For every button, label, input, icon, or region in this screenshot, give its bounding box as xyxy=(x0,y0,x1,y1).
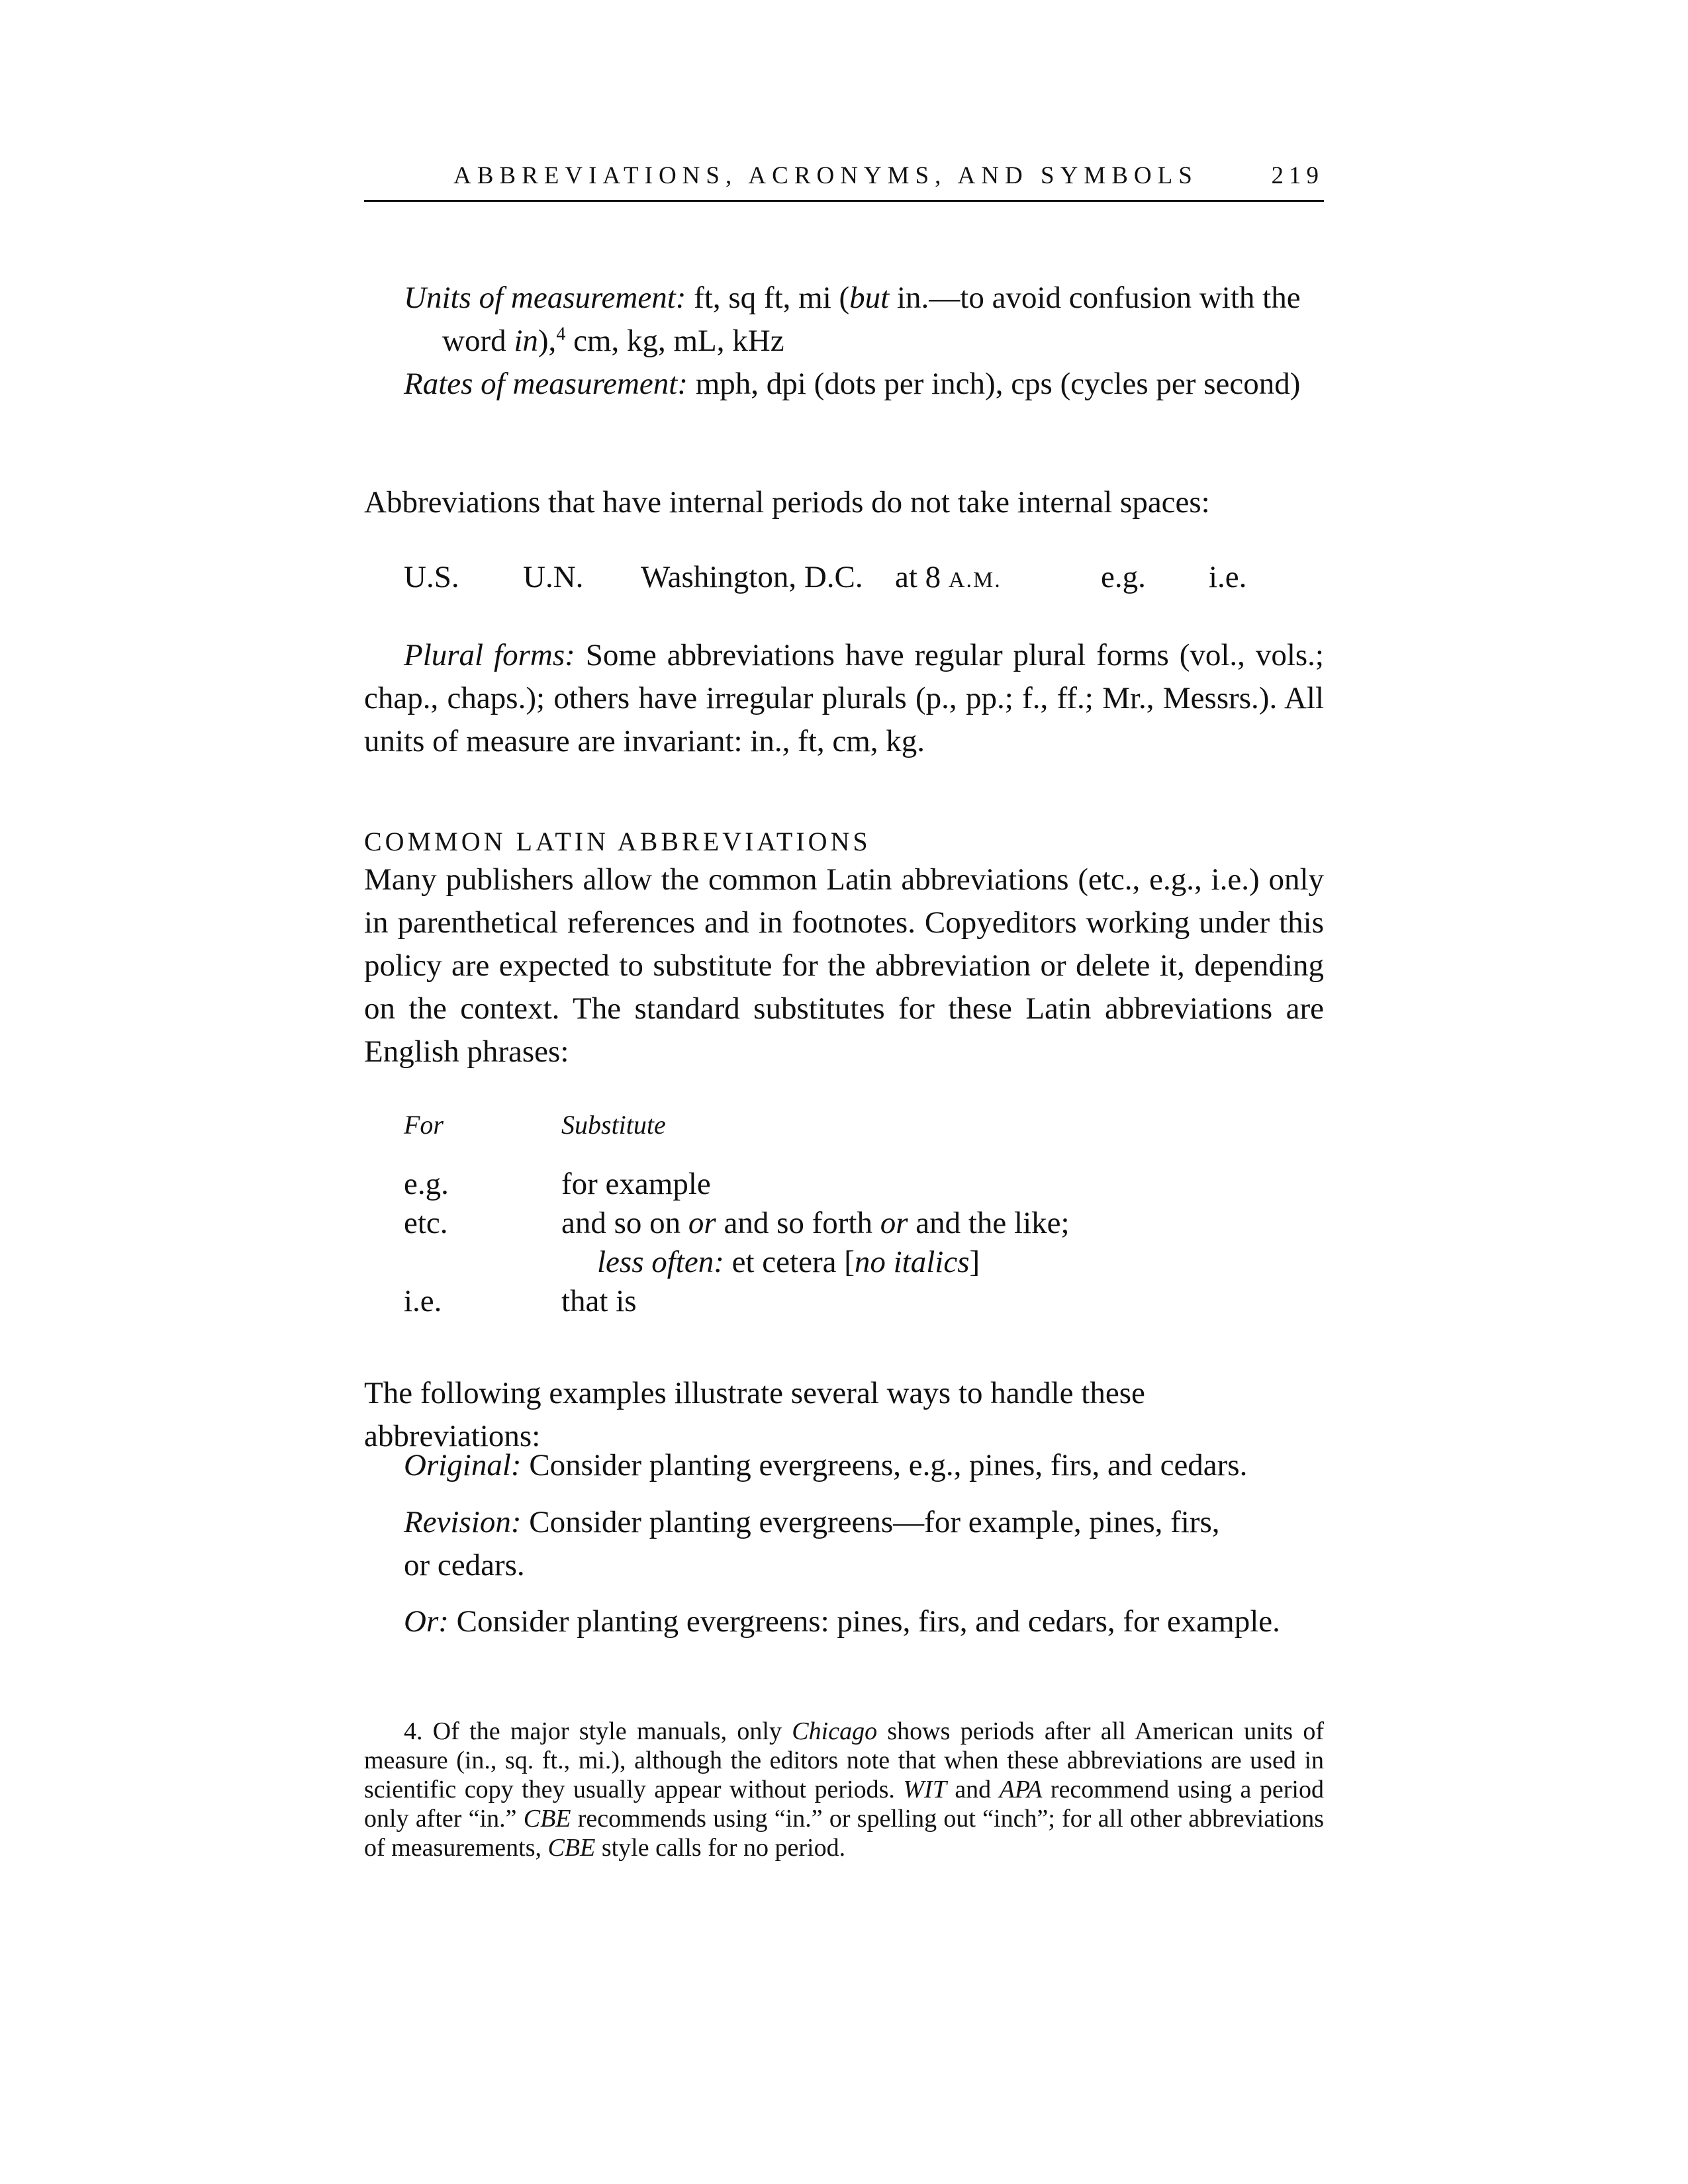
table-row-continuation xyxy=(404,1243,1324,1282)
entry-label: Rates of measurement: xyxy=(404,367,688,401)
emphasis: in xyxy=(514,324,538,358)
example-revision xyxy=(404,1501,1244,1587)
substitute-cell: that is xyxy=(561,1284,637,1318)
latin-abbreviations-paragraph: Many publishers allow the common Latin abbreviations (etc., e.g., i.e.) only in parenthetical references and in footnotes. Copyeditors working under this policy are expected to substitute for the abbreviation or delete it, depending on the context. The standard substitutes for these Latin abbreviations are English phrases: xyxy=(364,862,1324,1069)
example-text: Consider planting evergreens, e.g., pines, firs, and cedars. xyxy=(521,1448,1248,1482)
substitute-text: ] xyxy=(969,1245,980,1279)
small-caps-am: A.M. xyxy=(948,568,1002,592)
entry-text: ), xyxy=(538,324,557,358)
footnote-segment: and xyxy=(946,1776,1000,1803)
abbreviation-cell: etc. xyxy=(404,1206,448,1240)
plural-forms-paragraph xyxy=(364,634,1324,763)
header-rule xyxy=(364,200,1324,202)
footnote-4 xyxy=(364,1717,1324,1862)
footnote-segment: recommends using “in.” or spelling out “inch”; for all other abbreviations of measurements, xyxy=(364,1805,1324,1862)
manual-name: WIT xyxy=(903,1776,947,1803)
section-heading: COMMON LATIN ABBREVIATIONS xyxy=(364,827,871,856)
footnote-segment: shows periods after all American units of measure (in., sq. ft., mi.), although the editors note that when these abbreviations are used in scientific copy they usually appear without periods. xyxy=(364,1717,1324,1803)
entry-text: ft, sq ft, mi ( xyxy=(686,281,850,315)
manual-name: APA xyxy=(999,1776,1043,1803)
emphasis: or xyxy=(688,1206,716,1240)
internal-periods-sentence: Abbreviations that have internal periods do not take internal spaces: xyxy=(364,485,1210,520)
substitute-text: and the like; xyxy=(908,1206,1070,1240)
emphasis: or xyxy=(880,1206,908,1240)
column-header-for: For xyxy=(404,1110,444,1140)
example-abbreviation: i.e. xyxy=(1209,560,1247,594)
example-label: Revision: xyxy=(404,1505,522,1539)
entry-label: Units of measurement: xyxy=(404,281,686,315)
rates-of-measurement-entry xyxy=(404,363,1324,406)
footnote-segment: recommend using a period only after “in.” xyxy=(364,1776,1324,1833)
units-list xyxy=(404,277,1324,406)
example-abbreviation: Washington, D.C. xyxy=(641,560,863,594)
footnote-segment: Of the major style manuals, only xyxy=(422,1717,792,1745)
example-text: at 8 xyxy=(895,560,949,594)
example-abbreviation: e.g. xyxy=(1101,560,1146,594)
substitute-text: et cetera [ xyxy=(724,1245,855,1279)
footnote-number: 4. xyxy=(404,1717,423,1745)
page-number: 219 xyxy=(1271,162,1324,189)
substitute-text: and so forth xyxy=(716,1206,880,1240)
example-abbreviation xyxy=(895,556,1002,602)
table-header-row xyxy=(404,1105,1324,1165)
footnote-reference[interactable]: 4 xyxy=(556,324,566,345)
table-row xyxy=(404,1204,1324,1243)
entry-text: cm, kg, mL, kHz xyxy=(565,324,784,358)
example-text: Consider planting evergreens: pines, firs, and cedars, for example. xyxy=(448,1604,1280,1639)
paragraph-label: Plural forms: xyxy=(404,638,575,672)
substitute-text: and so on xyxy=(561,1206,688,1240)
manual-name: CBE xyxy=(523,1805,571,1833)
abbreviation-cell: e.g. xyxy=(404,1167,449,1201)
table-row xyxy=(404,1165,1324,1204)
emphasis: but xyxy=(849,281,890,315)
manual-name: CBE xyxy=(547,1834,596,1862)
manual-name: Chicago xyxy=(792,1717,878,1745)
running-head xyxy=(364,161,1324,201)
example-abbreviation: U.N. xyxy=(523,560,584,594)
substitute-cell xyxy=(561,1204,1070,1243)
examples-intro: The following examples illustrate several ways to handle these abbreviations: xyxy=(364,1376,1145,1453)
column-header-substitute: Substitute xyxy=(561,1110,666,1140)
substitute-cell-continued xyxy=(597,1243,980,1282)
example-original xyxy=(404,1444,1291,1487)
emphasis: no italics xyxy=(854,1245,970,1279)
substitute-cell: for example xyxy=(561,1167,711,1201)
entry-text: in.—to avoid confusion with the word xyxy=(442,281,1301,358)
running-title: ABBREVIATIONS, ACRONYMS, AND SYMBOLS xyxy=(453,162,1198,189)
example-or xyxy=(404,1600,1291,1643)
example-abbreviation: U.S. xyxy=(404,560,459,594)
entry-text: mph, dpi (dots per inch), cps (cycles per second) xyxy=(688,367,1301,401)
substitutes-table xyxy=(404,1105,1324,1321)
paragraph-text xyxy=(364,634,1324,763)
footnote-text xyxy=(364,1717,1324,1862)
units-of-measurement-entry xyxy=(404,277,1324,363)
table-row xyxy=(404,1282,1324,1321)
example-text: Consider planting evergreens—for example, pines, firs, or cedars. xyxy=(404,1505,1220,1582)
internal-periods-examples xyxy=(404,556,1324,599)
example-label: Original: xyxy=(404,1448,522,1482)
paragraph-body: Some abbreviations have regular plural forms (vol., vols.; chap., chaps.); others have irregular plurals (p., pp.; f., ff.; Mr., Messrs.). All units of measure are invariant: in., ft, cm, kg. xyxy=(364,638,1324,758)
footnote-segment: style calls for no period. xyxy=(595,1834,846,1862)
example-label: Or: xyxy=(404,1604,449,1639)
emphasis: less often: xyxy=(597,1245,724,1279)
abbreviation-cell: i.e. xyxy=(404,1284,442,1318)
